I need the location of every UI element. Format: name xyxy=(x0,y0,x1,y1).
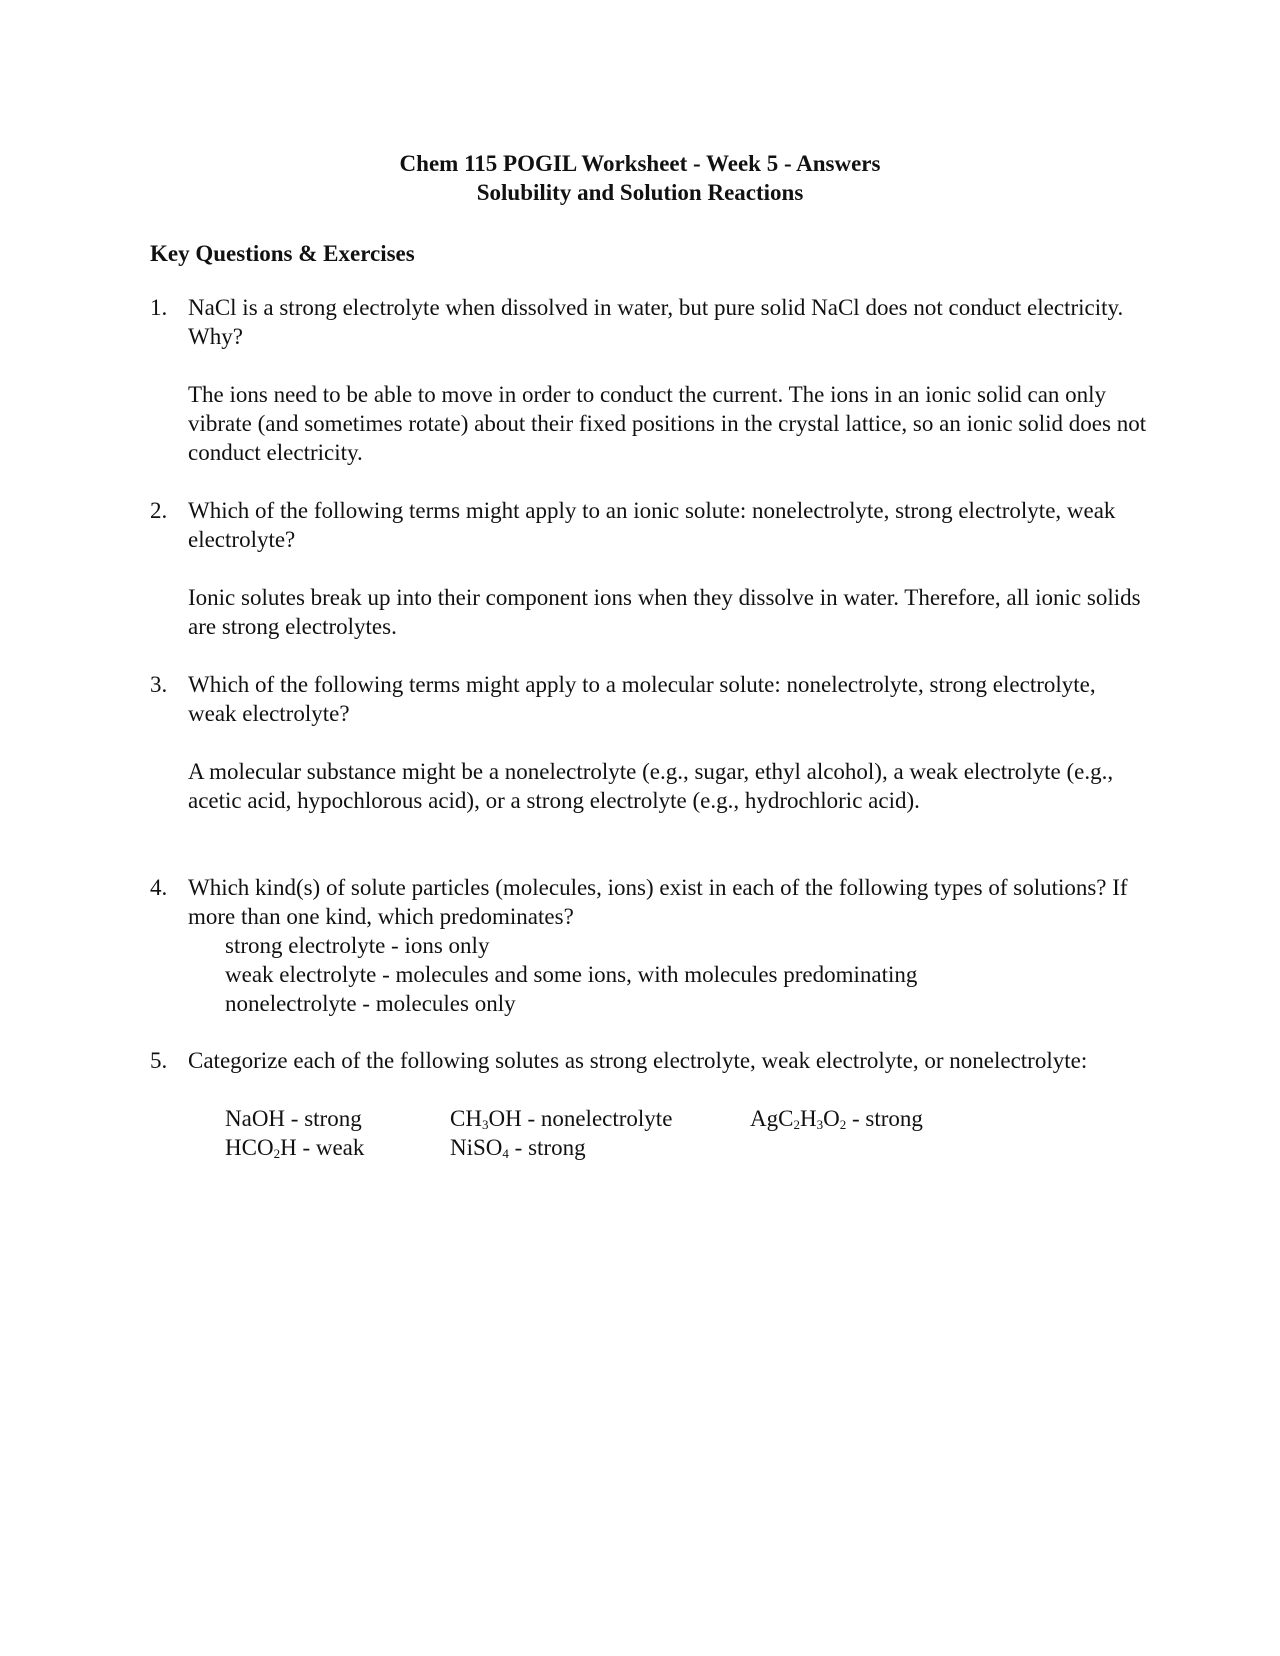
question-2 xyxy=(150,496,1140,554)
question-number: 2. xyxy=(150,498,168,523)
solute-naoh: NaOH - strong xyxy=(225,1106,362,1131)
answer-4-line-2: weak electrolyte - molecules and some ions, with molecules predominating xyxy=(225,962,918,987)
answer-3: A molecular substance might be a nonelectrolyte (e.g., sugar, ethyl alcohol), a weak electrolyte (e.g., acetic acid, hypochlorous acid), or a strong electrolyte (e.g., hydrochloric acid). xyxy=(188,759,1114,813)
section-heading: Key Questions & Exercises xyxy=(150,241,415,266)
answer-1: The ions need to be able to move in order to conduct the current. The ions in an ionic solid can only vibrate (and sometimes rotate) about their fixed positions in the crystal lattice, so an ionic solid does not conduct electricity. xyxy=(188,382,1147,465)
question-number: 5. xyxy=(150,1048,168,1073)
answer-4-line-3: nonelectrolyte - molecules only xyxy=(225,991,516,1016)
question-text: Which of the following terms might apply to an ionic solute: nonelectrolyte, strong electrolyte, weak electrolyte? xyxy=(188,498,1116,552)
solute-agc2h3o2: $AgC_2H_3O_2$ - strong xyxy=(750,1106,923,1132)
question-text: Categorize each of the following solutes as strong electrolyte, weak electrolyte, or nonelectrolyte: xyxy=(188,1048,1088,1073)
solute-niso4: NiSO$_4$ - strong xyxy=(450,1135,586,1161)
solute-hco2h: $HCO_2H$ - weak xyxy=(225,1135,365,1161)
question-number: 3. xyxy=(150,672,168,697)
question-1 xyxy=(150,293,1140,351)
question-text: Which of the following terms might apply to a molecular solute: nonelectrolyte, strong electrolyte, weak electrolyte? xyxy=(188,672,1096,726)
question-3 xyxy=(150,670,1140,728)
solute-ch3oh: $CH_3OH$ - nonelectrolyte xyxy=(450,1106,673,1132)
answer-2: Ionic solutes break up into their component ions when they dissolve in water. Therefore, all ionic solids are strong electrolytes. xyxy=(188,585,1141,639)
title-line-1: Chem 115 POGIL Worksheet - Week 5 - Answers xyxy=(399,151,881,176)
question-text: Which kind(s) of solute particles (molecules, ions) exist in each of the following types of solutions? If more than one kind, which predominates? xyxy=(188,875,1128,929)
question-number: 4. xyxy=(150,875,168,900)
question-4 xyxy=(150,873,1140,931)
question-text: NaCl is a strong electrolyte when dissolved in water, but pure solid NaCl does not conduct electricity. Why? xyxy=(188,295,1124,349)
question-5 xyxy=(150,1046,1140,1075)
answer-4-line-1: strong electrolyte - ions only xyxy=(225,933,490,958)
question-number: 1. xyxy=(150,295,168,320)
title-line-2: Solubility and Solution Reactions xyxy=(476,180,804,205)
